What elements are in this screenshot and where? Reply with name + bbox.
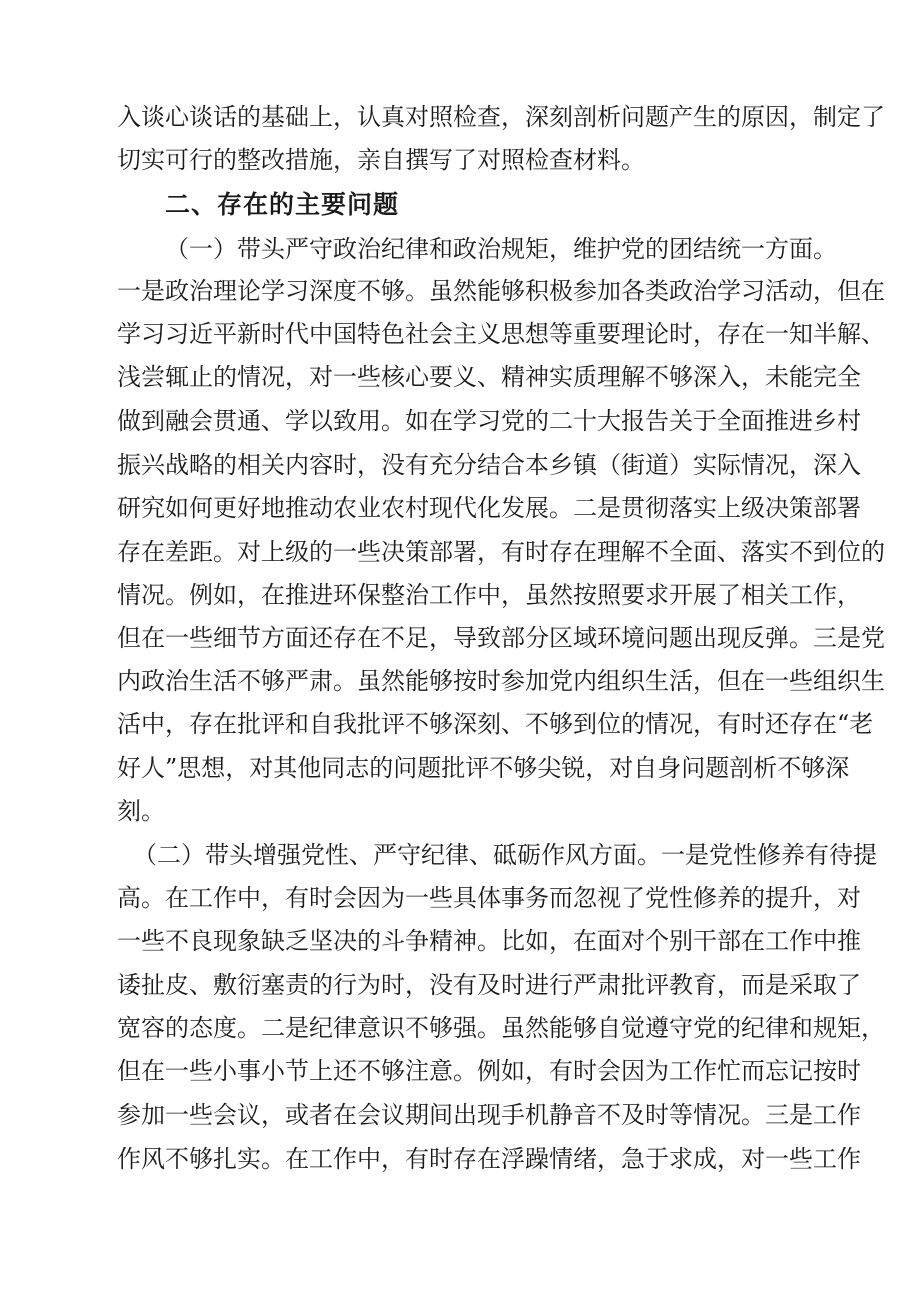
paragraph-line: 振兴战略的相关内容时，没有充分结合本乡镇（街道）实际情况，深入 [117, 451, 861, 479]
paragraph-line: 活中，存在批评和自我批评不够深刻、不够到位的情况，有时还存在“老 [117, 710, 874, 738]
paragraph-line: 存在差距。对上级的一些决策部署，有时存在理解不全面、落实不到位的 [117, 538, 885, 566]
subsection-2-title: （二）带头增强党性、严守纪律、砥砺作风方面。一是党性修养有待提 [133, 841, 877, 869]
paragraph-line: 作风不够扎实。在工作中，有时存在浮躁情绪，急于求成，对一些工作 [117, 1145, 861, 1173]
paragraph-line: 内政治生活不够严肃。虽然能够按时参加党内组织生活，但在一些组织生 [117, 667, 885, 695]
paragraph-line: 高。在工作中，有时会因为一些具体事务而忽视了党性修养的提升，对 [117, 884, 861, 912]
paragraph-line: 宽容的态度。二是纪律意识不够强。虽然能够自觉遵守党的纪律和规矩， [117, 1014, 885, 1042]
paragraph-line: 但在一些细节方面还存在不足，导致部分区域环境问题出现反弹。三是党 [117, 624, 885, 652]
paragraph-line: 但在一些小事小节上还不够注意。例如，有时会因为工作忙而忘记按时 [117, 1057, 861, 1085]
section-heading: 二、存在的主要问题 [165, 190, 400, 219]
paragraph-line: 研究如何更好地推动农业农村现代化发展。二是贯彻落实上级决策部署 [117, 494, 861, 522]
paragraph-line: 情况。例如，在推进环保整治工作中，虽然按照要求开展了相关工作， [117, 581, 861, 609]
paragraph-line: 一是政治理论学习深度不够。虽然能够积极参加各类政治学习活动，但在 [117, 277, 885, 305]
paragraph-line: 参加一些会议，或者在会议期间出现手机静音不及时等情况。三是工作 [117, 1101, 861, 1129]
paragraph-line: 诿扯皮、敷衍塞责的行为时，没有及时进行严肃批评教育，而是采取了 [117, 971, 861, 999]
paragraph-line: 刻。 [117, 797, 165, 825]
paragraph-line: 学习习近平新时代中国特色社会主义思想等重要理论时，存在一知半解、 [117, 320, 885, 348]
paragraph-line: 好人”思想，对其他同志的问题批评不够尖锐，对自身问题剖析不够深 [117, 754, 850, 782]
subsection-1-title: （一）带头严守政治纪律和政治规矩，维护党的团结统一方面。 [165, 235, 837, 263]
intro-line-1: 入谈心谈话的基础上，认真对照检查，深刻剖析问题产生的原因，制定了 [117, 103, 885, 131]
paragraph-line: 浅尝辄止的情况，对一些核心要义、精神实质理解不够深入，未能完全 [117, 363, 861, 391]
paragraph-line: 做到融会贯通、学以致用。如在学习党的二十大报告关于全面推进乡村 [117, 407, 861, 435]
intro-line-2: 切实可行的整改措施，亲自撰写了对照检查材料。 [117, 146, 645, 174]
paragraph-line: 一些不良现象缺乏坚决的斗争精神。比如，在面对个别干部在工作中推 [117, 927, 861, 955]
